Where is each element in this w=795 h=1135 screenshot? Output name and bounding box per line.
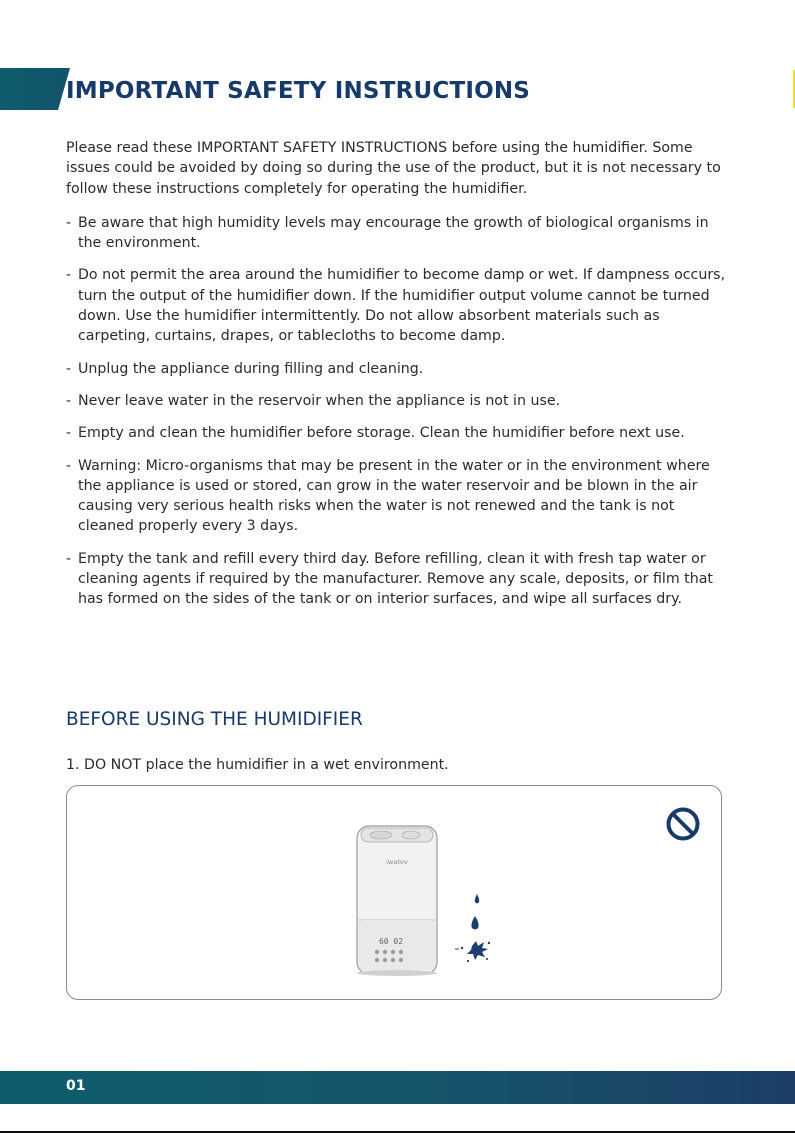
prohibited-icon <box>665 806 701 842</box>
water-drop-icon <box>471 916 478 930</box>
list-item: - Empty the tank and refill every third day. Before refilling, clean it with fresh tap water or cleaning agents if required by the manufacturer. Remove any scale, deposits, or film that has formed on the sides of the tank or on interior surfaces, and wipe all surfaces dry. <box>66 549 731 610</box>
illustration-frame <box>66 785 722 1000</box>
display-reading: 60 02 <box>378 937 404 946</box>
water-drop-icon <box>475 894 480 904</box>
brand-label: iwatov <box>386 858 408 866</box>
water-splash-icon <box>455 941 490 962</box>
page-bottom-rule <box>0 1131 795 1133</box>
list-item: - Unplug the appliance during filling and cleaning. <box>66 359 731 379</box>
safety-content <box>66 138 731 622</box>
humidifier-illustration <box>347 816 547 976</box>
list-item: - Warning: Micro-organisms that may be present in the water or in the environment where the appliance is used or stored, can grow in the water reservoir and be blown in the air causing very serious health risks when the water is not renewed and the tank is not cleaned properly every 3 days. <box>66 456 731 537</box>
list-item: - Be aware that high humidity levels may encourage the growth of biological organisms in the environment. <box>66 213 731 254</box>
list-item: - Do not permit the area around the humidifier to become damp or wet. If dampness occurs, turn the output of the humidifier down. If the humidifier output volume cannot be turned down. Use the humidifier intermittently. Do not allow absorbent materials such as carpeting, curtains, drapes, or tablecloths to become damp. <box>66 265 731 346</box>
safety-list <box>66 213 731 610</box>
page-title: IMPORTANT SAFETY INSTRUCTIONS <box>66 78 531 104</box>
page-number: 01 <box>66 1078 86 1094</box>
section-title: BEFORE USING THE HUMIDIFIER <box>66 709 363 730</box>
footer-bar <box>0 1071 795 1104</box>
step-1: 1. DO NOT place the humidifier in a wet environment. <box>66 757 449 773</box>
header-accent-bar <box>0 68 70 110</box>
list-item: - Empty and clean the humidifier before storage. Clean the humidifier before next use. <box>66 423 731 443</box>
list-item: - Never leave water in the reservoir when the appliance is not in use. <box>66 391 731 411</box>
intro-paragraph: Please read these IMPORTANT SAFETY INSTRUCTIONS before using the humidifier. Some issues could be avoided by doing so during the use of the product, but it is not necessary to follow these instructions completely for operating the humidifier. <box>66 140 721 197</box>
